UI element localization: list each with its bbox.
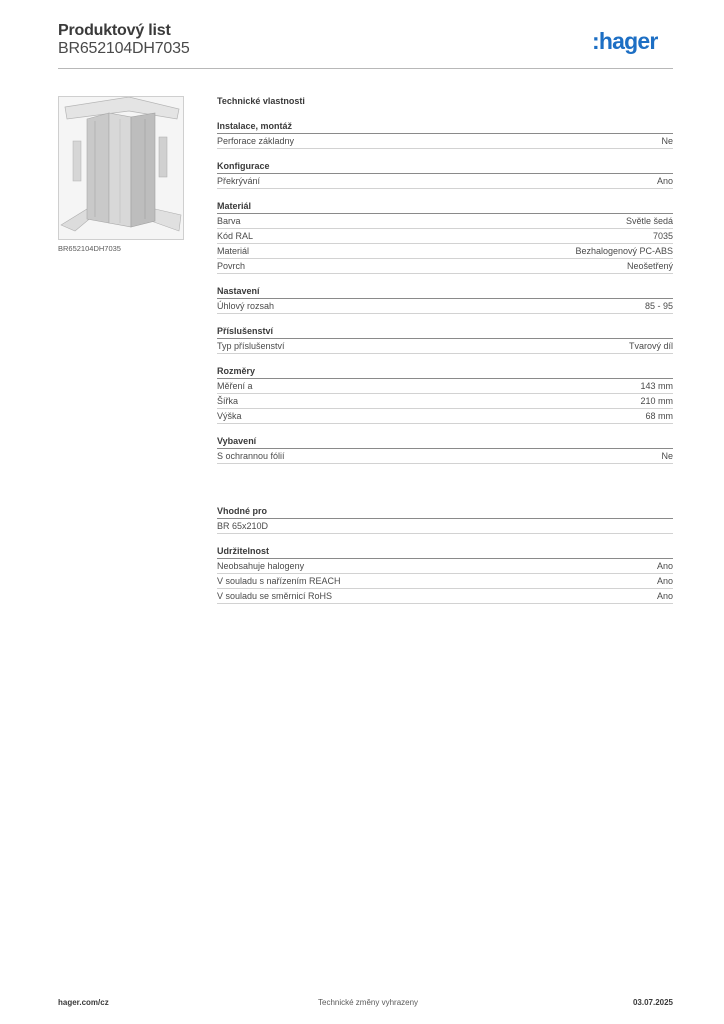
spec-value: 7035 (652, 231, 673, 241)
spec-label: Typ příslušenství (217, 341, 285, 351)
spec-value: Ne (661, 136, 673, 146)
spec-row (217, 174, 673, 189)
specs-section (217, 94, 673, 614)
spec-group-accessories (217, 324, 673, 354)
spec-value: Bezhalogenový PC-ABS (575, 246, 673, 256)
specs-title: Technické vlastnosti (217, 96, 305, 106)
spec-value: 68 mm (645, 411, 673, 421)
footer-date: 03.07.2025 (632, 998, 673, 1007)
spec-value: Ano (656, 176, 673, 186)
spec-row (217, 574, 673, 589)
spec-row (217, 409, 673, 424)
spec-row (217, 589, 673, 604)
spec-group-material (217, 199, 673, 274)
spec-value: Světle šedá (625, 216, 673, 226)
group-title: Instalace, montáž (217, 119, 673, 134)
spec-row (217, 214, 673, 229)
footer-notice: Technické změny vyhrazeny (318, 998, 419, 1007)
product-code: BR652104DH7035 (58, 40, 190, 57)
spec-value: 85 - 95 (644, 301, 673, 311)
corner-duct-illustration (59, 97, 183, 239)
spec-row (217, 259, 673, 274)
spec-row (217, 339, 673, 354)
group-title: Vybavení (217, 434, 673, 449)
spec-label: S ochrannou fólií (217, 451, 285, 461)
spec-value: Tvarový díl (628, 341, 673, 351)
spec-label: Výška (217, 411, 242, 421)
spec-group-equipment (217, 434, 673, 464)
header-divider (58, 68, 673, 69)
product-image (58, 96, 184, 240)
spec-label: Překrývání (217, 176, 261, 186)
suitable-item (217, 519, 673, 534)
spec-value: Ano (656, 591, 673, 601)
spec-label: V souladu s nařízením REACH (217, 576, 341, 586)
spec-label: Perforace základny (217, 136, 295, 146)
spec-row (217, 134, 673, 149)
group-title: Rozměry (217, 364, 673, 379)
spec-value: Ano (656, 576, 673, 586)
image-caption: BR652104DH7035 (58, 244, 121, 253)
spec-group-installation (217, 119, 673, 149)
spec-group-configuration (217, 159, 673, 189)
spec-row (217, 299, 673, 314)
spec-label: Kód RAL (217, 231, 254, 241)
group-title: Nastavení (217, 284, 673, 299)
group-title: Vhodné pro (217, 504, 673, 519)
spec-label: Barva (217, 216, 241, 226)
spec-label: Materiál (217, 246, 250, 256)
spec-group-adjustment (217, 284, 673, 314)
spec-label: Měření a (217, 381, 253, 391)
spec-value: Neošetřený (626, 261, 673, 271)
suitable-item-label: BR 65x210D (217, 521, 269, 531)
page-title: Produktový list (58, 22, 171, 39)
spec-row (217, 244, 673, 259)
spec-row (217, 229, 673, 244)
spec-row (217, 559, 673, 574)
sustainability-section (217, 544, 673, 604)
spec-value: 143 mm (640, 381, 673, 391)
section-spacer (217, 474, 673, 504)
hager-logo: :hager (592, 28, 658, 54)
group-title: Materiál (217, 199, 673, 214)
spec-label: Neobsahuje halogeny (217, 561, 305, 571)
spec-label: Šířka (217, 396, 239, 406)
spec-label: Úhlový rozsah (217, 301, 275, 311)
spec-label: Povrch (217, 261, 246, 271)
group-title: Příslušenství (217, 324, 673, 339)
group-title: Konfigurace (217, 159, 673, 174)
spec-value: Ano (656, 561, 673, 571)
spec-row (217, 394, 673, 409)
spec-value: 210 mm (640, 396, 673, 406)
footer-website-link[interactable]: hager.com/cz (58, 998, 109, 1007)
spec-row (217, 449, 673, 464)
spec-group-dimensions (217, 364, 673, 424)
spec-value: Ne (661, 451, 673, 461)
suitable-for-section (217, 504, 673, 534)
spec-label: V souladu se směrnicí RoHS (217, 591, 333, 601)
spec-row (217, 379, 673, 394)
group-title: Udržitelnost (217, 544, 673, 559)
